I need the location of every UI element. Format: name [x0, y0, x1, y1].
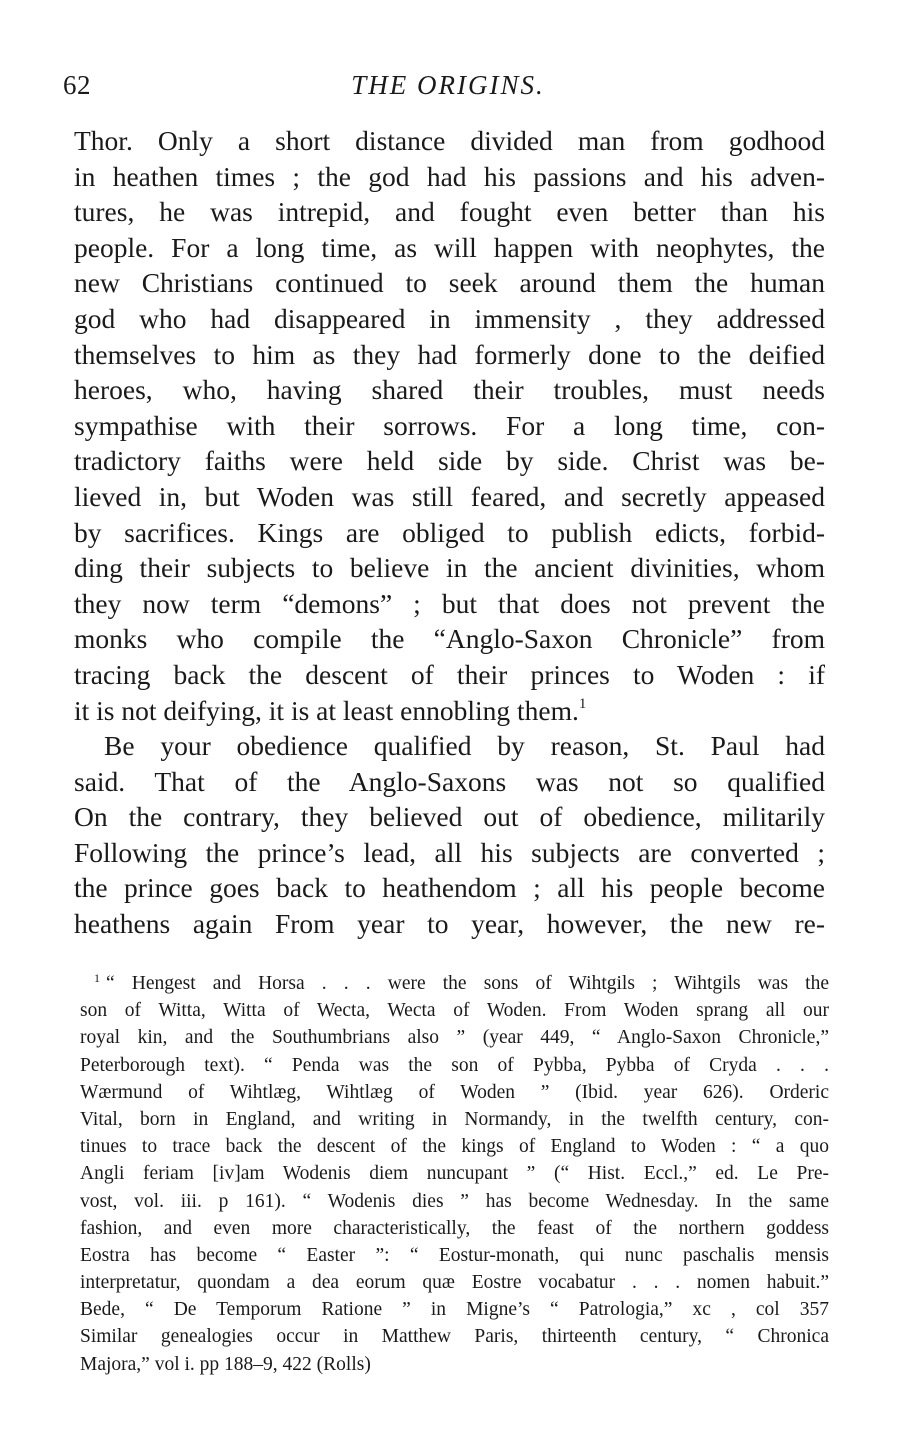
body-line: tracing back the descent of their princes to Woden : if: [74, 658, 825, 690]
running-head: THE ORIGINS.: [351, 70, 545, 100]
page-number: 62: [63, 70, 91, 100]
footnote-line: vost, vol. iii. p 161). “ Wodenis dies ” has become Wednesday. In the same: [80, 1190, 829, 1212]
body-line: tures, he was intrepid, and fought even better than his: [74, 196, 825, 228]
body-line: lieved in, but Woden was still feared, and secretly appeased: [74, 480, 825, 512]
body-line: by sacrifices. Kings are obliged to publish edicts, forbid-: [74, 516, 825, 548]
body-text: [74, 123, 825, 942]
footnote-line: Peterborough text). “ Penda was the son of Pybba, Pybba of Cryda . . .: [80, 1054, 829, 1076]
footnote-marker: 1: [94, 971, 100, 985]
body-line: monks who compile the “Anglo-Saxon Chronicle” from: [74, 623, 825, 655]
footnote-block: [80, 970, 829, 1378]
paragraph-start-line: Be your obedience qualified by reason, St. Paul had: [104, 730, 825, 762]
footnote-line-text: “ Hengest and Horsa . . . were the sons of Wihtgils ; Wihtgils was the: [106, 973, 829, 994]
body-line: [74, 693, 825, 729]
body-line: Thor. Only a short distance divided man from godhood: [74, 125, 825, 156]
body-line: the prince goes back to heathendom ; all his people become: [74, 872, 825, 904]
body-line: said. That of the Anglo-Saxons was not so qualified: [74, 765, 825, 797]
footnote-line: royal kin, and the Southumbrians also ” (year 449, “ Anglo-Saxon Chronicle,”: [80, 1027, 829, 1049]
footnote-line: [80, 970, 829, 997]
footnote-line: interpretatur, quondam a dea eorum quæ Eostre vocabatur . . . nomen habuit.”: [80, 1272, 829, 1294]
body-line-text: it is not deifying, it is at least ennobling them.: [74, 694, 579, 726]
body-line: in heathen times ; the god had his passions and his adven-: [74, 160, 825, 192]
body-line: tradictory faiths were held side by side. Christ was be-: [74, 445, 825, 477]
body-line: heathens again From year to year, however, the new re-: [74, 908, 825, 940]
body-line: god who had disappeared in immensity , they addressed: [74, 302, 825, 334]
body-line: sympathise with their sorrows. For a long time, con-: [74, 409, 825, 441]
footnote-line: Bede, “ De Temporum Ratione ” in Migne’s “ Patrologia,” xc , col 357: [80, 1299, 829, 1321]
footnote-line: Wærmund of Wihtlæg, Wihtlæg of Woden ” (Ibid. year 626). Orderic: [80, 1081, 829, 1103]
body-line: heroes, who, having shared their troubles, must needs: [74, 374, 825, 406]
body-line: themselves to him as they had formerly done to the deified: [74, 338, 825, 370]
footnote-line: Similar genealogies occur in Matthew Paris, thirteenth century, “ Chronica: [80, 1326, 829, 1348]
body-line: new Christians continued to seek around them the human: [74, 267, 825, 299]
body-line: Following the prince’s lead, all his subjects are converted ;: [74, 836, 825, 868]
body-line: On the contrary, they believed out of obedience, militarily: [74, 801, 825, 833]
page-header: [63, 64, 833, 104]
footnote-line: Vital, born in England, and writing in Normandy, in the twelfth century, con-: [80, 1108, 829, 1130]
footnote-line: fashion, and even more characteristically, the feast of the northern goddess: [80, 1217, 829, 1239]
footnote-line: Eostra has become “ Easter ”: “ Eostur-monath, qui nunc paschalis mensis: [80, 1244, 829, 1266]
body-line: ding their subjects to believe in the ancient divinities, whom: [74, 552, 825, 584]
footnote-line: Angli feriam [iv]am Wodenis diem nuncupant ” (“ Hist. Eccl.,” ed. Le Pre-: [80, 1163, 829, 1185]
body-line: they now term “demons” ; but that does not prevent the: [74, 587, 825, 619]
footnote-line: son of Witta, Witta of Wecta, Wecta of Woden. From Woden sprang all our: [80, 1000, 829, 1022]
footnote-line: Majora,” vol i. pp 188–9, 422 (Rolls): [80, 1353, 371, 1375]
footnote-line: tinues to trace back the descent of the kings of England to Woden : “ a quo: [80, 1136, 829, 1158]
body-line: people. For a long time, as will happen with neophytes, the: [74, 231, 825, 263]
footnote-reference[interactable]: 1: [578, 695, 587, 712]
